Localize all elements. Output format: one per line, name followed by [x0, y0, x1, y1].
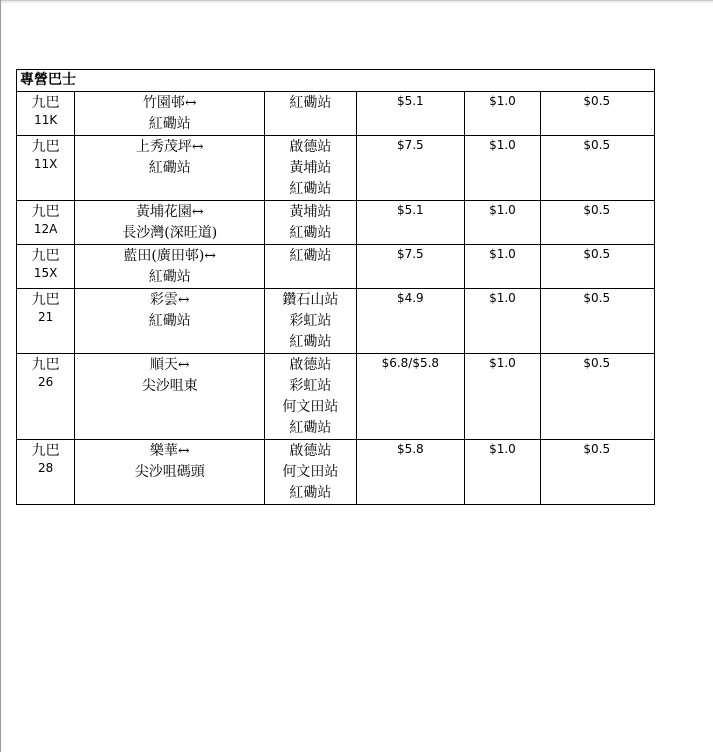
station-label: 啟德站 [289, 357, 332, 373]
table-row [17, 245, 655, 289]
terminus-label: 尖沙咀東 [141, 378, 198, 394]
full-fare-cell [356, 92, 465, 136]
stations-cell [265, 136, 356, 201]
table-body [17, 70, 655, 505]
full-fare-value: $5.1 [396, 94, 424, 108]
full-fare-value: $6.8/$5.8 [381, 356, 440, 370]
table-row [17, 440, 655, 505]
stations-cell [265, 440, 356, 505]
route-number: 11K [34, 113, 58, 127]
discount-fare-value: $0.5 [583, 442, 611, 456]
termini-cell [75, 136, 265, 201]
concession-fare-cell [465, 440, 541, 505]
route-number: 15X [33, 266, 58, 280]
terminus-label: 順天↔ [149, 357, 190, 373]
route-number: 28 [37, 461, 54, 475]
route-cell [17, 289, 75, 354]
termini-cell [75, 201, 265, 245]
station-label: 何文田站 [282, 464, 339, 480]
terminus-label: 上秀茂坪↔ [135, 139, 204, 155]
termini-cell [75, 354, 265, 440]
route-cell [17, 440, 75, 505]
discount-fare-cell [541, 136, 655, 201]
terminus-label: 紅磡站 [148, 313, 191, 329]
station-label: 啟德站 [289, 139, 332, 155]
termini-cell [75, 440, 265, 505]
terminus-label: 紅磡站 [148, 160, 191, 176]
termini-cell [75, 92, 265, 136]
discount-fare-value: $0.5 [583, 203, 611, 217]
terminus-label: 彩雲↔ [149, 292, 190, 308]
station-label: 鑽石山站 [282, 292, 339, 308]
full-fare-value: $7.5 [396, 247, 424, 261]
full-fare-cell [356, 289, 465, 354]
full-fare-value: $5.8 [396, 442, 424, 456]
stations-cell [265, 354, 356, 440]
concession-fare-value: $1.0 [489, 94, 516, 108]
table-row [17, 354, 655, 440]
discount-fare-cell [541, 440, 655, 505]
route-cell [17, 354, 75, 440]
station-label: 紅磡站 [289, 334, 332, 350]
concession-fare-value: $1.0 [489, 138, 516, 152]
route-number: 21 [37, 310, 54, 324]
stations-cell [265, 92, 356, 136]
full-fare-cell [356, 440, 465, 505]
concession-fare-cell [465, 201, 541, 245]
full-fare-value: $5.1 [396, 203, 424, 217]
terminus-label: 藍田(廣田邨)↔ [123, 248, 217, 264]
termini-cell [75, 245, 265, 289]
discount-fare-cell [541, 245, 655, 289]
terminus-label: 黃埔花園↔ [135, 204, 204, 220]
operator-label: 九巴 [31, 139, 60, 155]
route-cell [17, 201, 75, 245]
concession-fare-cell [465, 245, 541, 289]
table-row [17, 201, 655, 245]
bus-fare-table [16, 69, 655, 505]
route-cell [17, 245, 75, 289]
station-label: 彩虹站 [289, 378, 332, 394]
table-row [17, 136, 655, 201]
terminus-label: 樂華↔ [149, 443, 190, 459]
station-label: 彩虹站 [289, 313, 332, 329]
route-cell [17, 92, 75, 136]
route-number: 26 [37, 375, 54, 389]
station-label: 紅磡站 [289, 181, 332, 197]
station-label: 紅磡站 [289, 248, 332, 264]
concession-fare-cell [465, 354, 541, 440]
discount-fare-cell [541, 289, 655, 354]
full-fare-value: $7.5 [396, 138, 424, 152]
station-label: 黃埔站 [289, 204, 332, 220]
discount-fare-cell [541, 201, 655, 245]
discount-fare-value: $0.5 [583, 94, 611, 108]
full-fare-cell [356, 201, 465, 245]
stations-cell [265, 201, 356, 245]
station-label: 紅磡站 [289, 485, 332, 501]
stations-cell [265, 245, 356, 289]
operator-label: 九巴 [31, 443, 60, 459]
termini-cell [75, 289, 265, 354]
station-label: 黃埔站 [289, 160, 332, 176]
terminus-label: 紅磡站 [148, 269, 191, 285]
concession-fare-value: $1.0 [489, 356, 516, 370]
terminus-label: 長沙灣(深旺道) [122, 225, 218, 241]
discount-fare-value: $0.5 [583, 138, 611, 152]
stations-cell [265, 289, 356, 354]
table-header-row [17, 70, 655, 92]
concession-fare-value: $1.0 [489, 442, 516, 456]
station-label: 何文田站 [282, 399, 339, 415]
operator-label: 九巴 [31, 357, 60, 373]
terminus-label: 尖沙咀碼頭 [134, 464, 205, 480]
terminus-label: 竹園邨↔ [142, 95, 197, 111]
station-label: 紅磡站 [289, 95, 332, 111]
section-header: 專營巴士 [17, 70, 655, 92]
station-label: 紅磡站 [289, 420, 332, 436]
table-row [17, 92, 655, 136]
concession-fare-cell [465, 92, 541, 136]
route-number: 12A [33, 222, 58, 236]
concession-fare-value: $1.0 [489, 291, 516, 305]
terminus-label: 紅磡站 [148, 116, 191, 132]
operator-label: 九巴 [31, 95, 60, 111]
station-label: 紅磡站 [289, 225, 332, 241]
concession-fare-cell [465, 289, 541, 354]
page-left-edge [0, 0, 1, 752]
operator-label: 九巴 [31, 292, 60, 308]
table-row [17, 289, 655, 354]
discount-fare-cell [541, 354, 655, 440]
full-fare-cell [356, 354, 465, 440]
operator-label: 九巴 [31, 204, 60, 220]
full-fare-cell [356, 136, 465, 201]
full-fare-value: $4.9 [396, 291, 424, 305]
discount-fare-value: $0.5 [583, 247, 611, 261]
full-fare-cell [356, 245, 465, 289]
route-cell [17, 136, 75, 201]
route-number: 11X [33, 157, 58, 171]
discount-fare-value: $0.5 [583, 356, 611, 370]
station-label: 啟德站 [289, 443, 332, 459]
concession-fare-value: $1.0 [489, 247, 516, 261]
concession-fare-value: $1.0 [489, 203, 516, 217]
discount-fare-cell [541, 92, 655, 136]
concession-fare-cell [465, 136, 541, 201]
operator-label: 九巴 [31, 248, 60, 264]
page-top-shadow [0, 1, 713, 3]
discount-fare-value: $0.5 [583, 291, 611, 305]
